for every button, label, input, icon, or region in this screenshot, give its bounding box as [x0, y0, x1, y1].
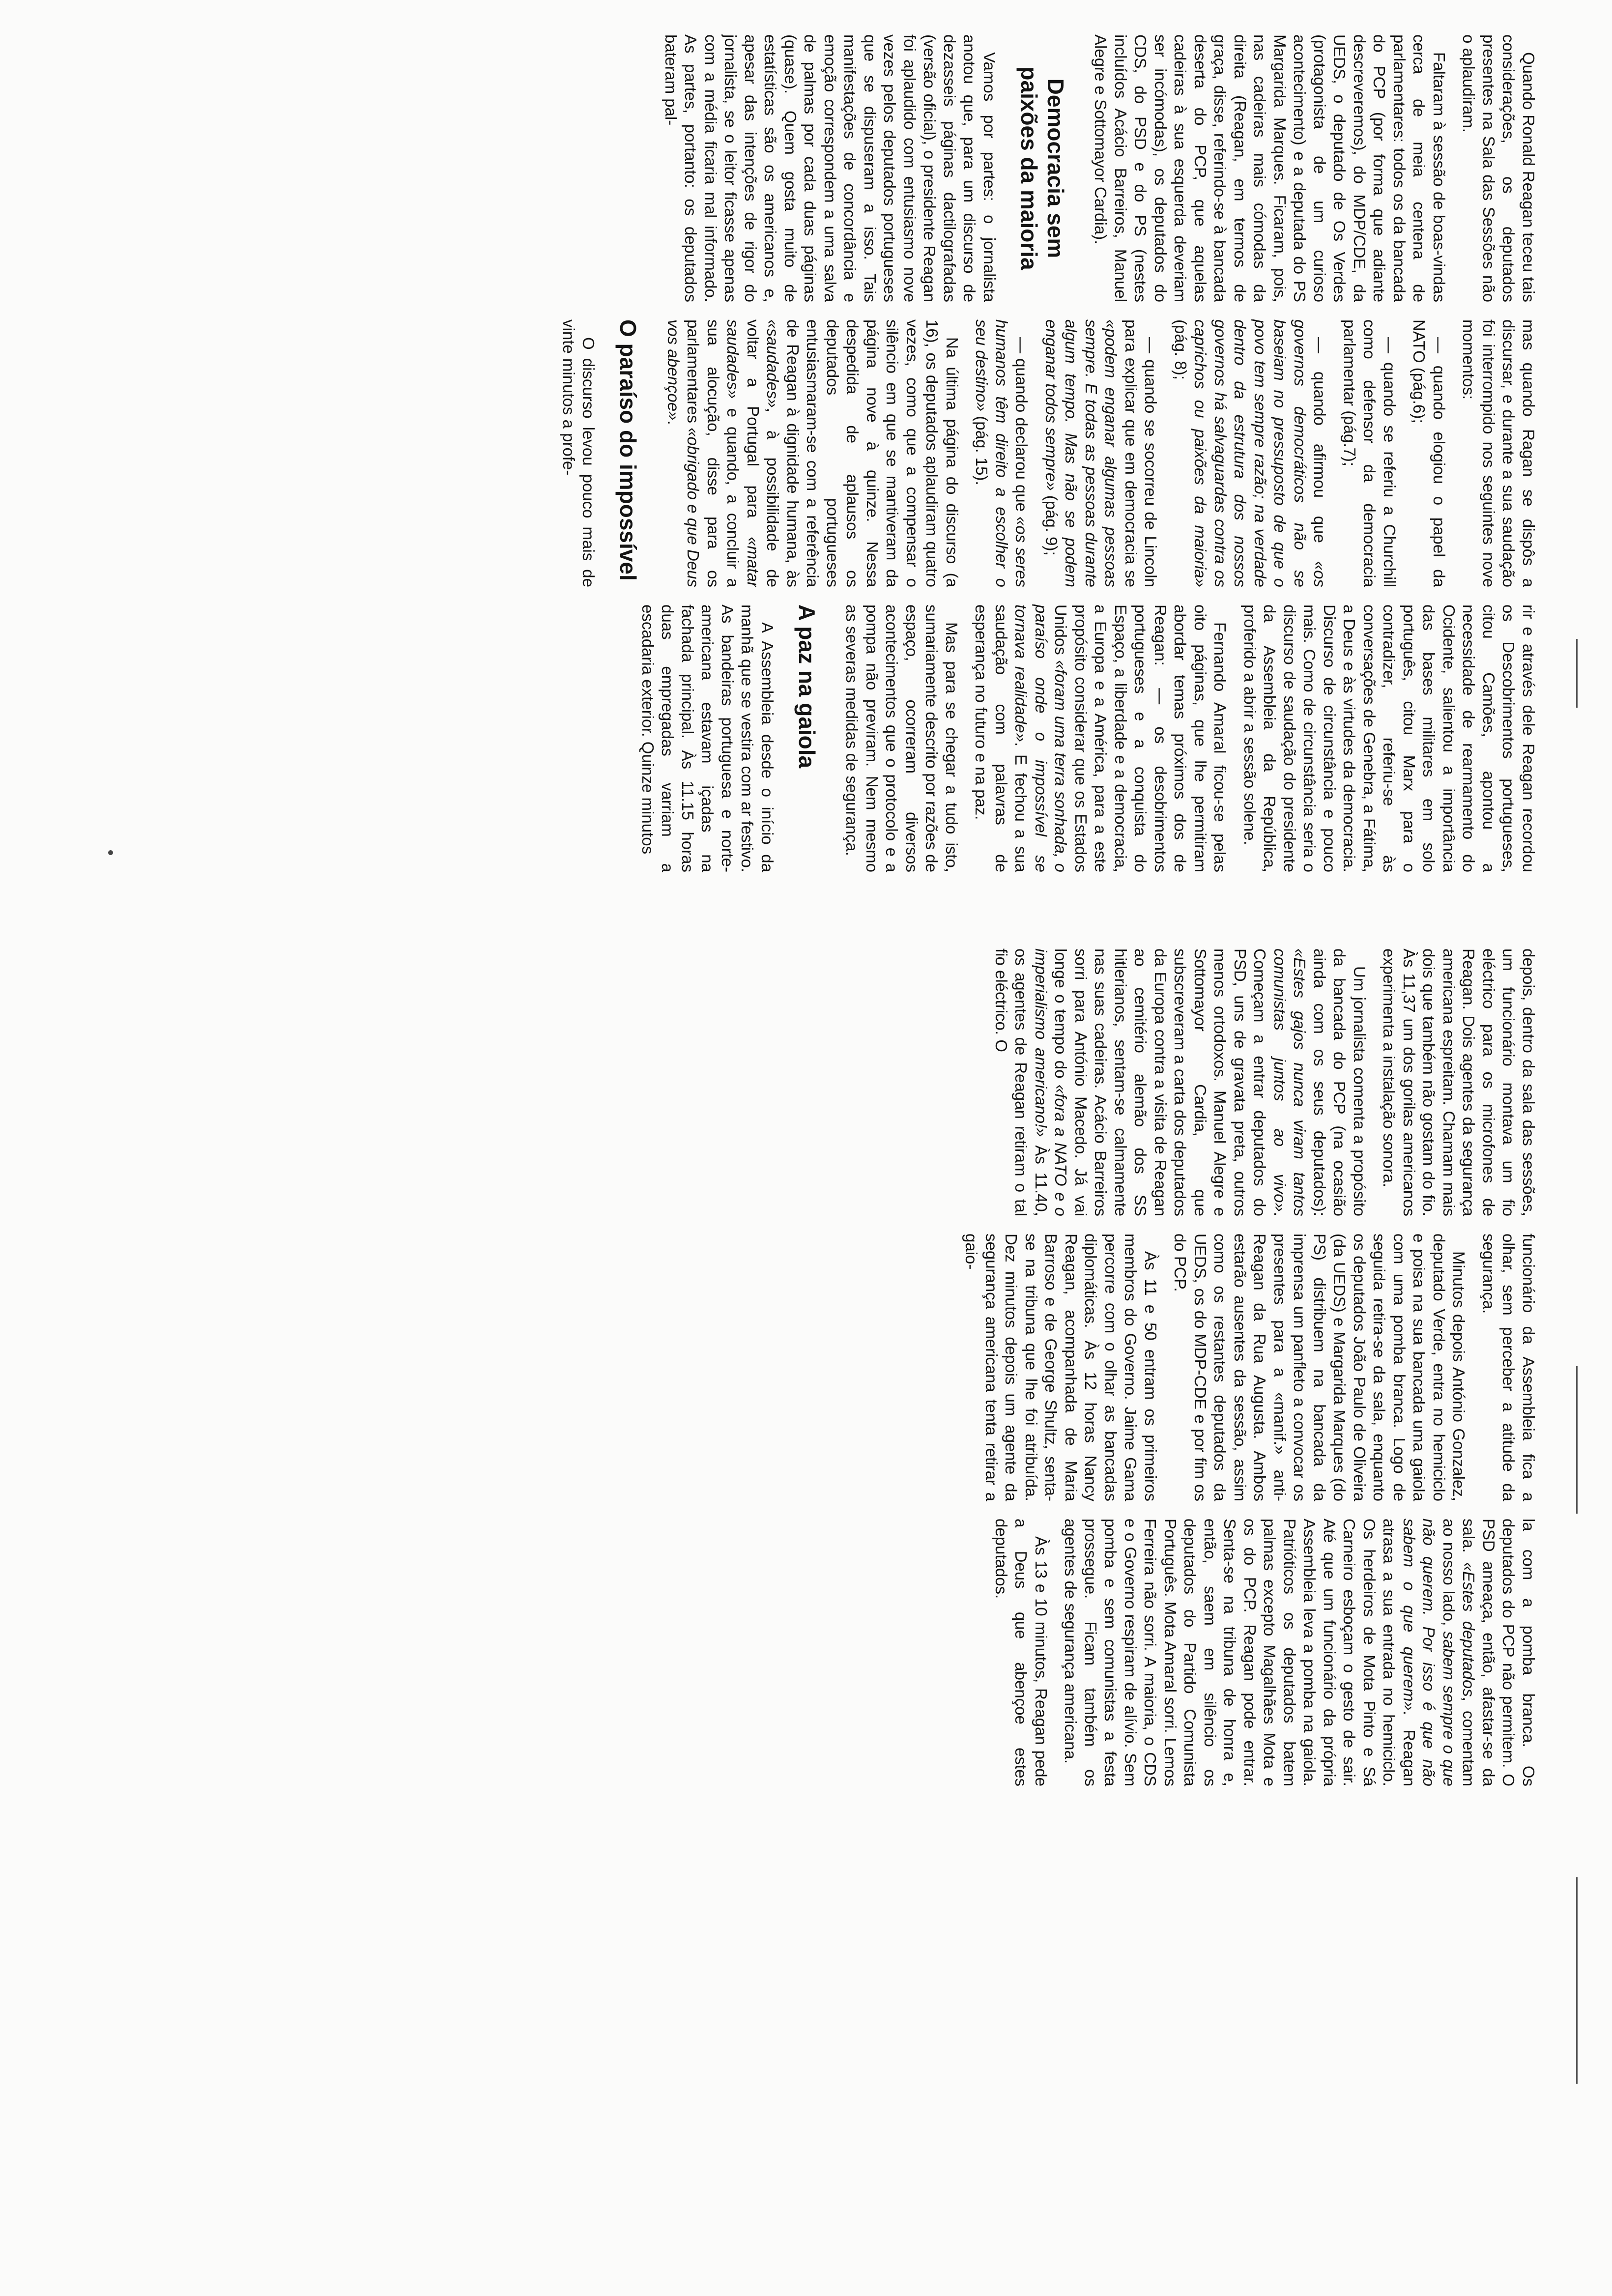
quote: «Estes gajos nunca viram tantos comunistas juntos ao vivo»	[1271, 948, 1309, 1216]
paragraph-with-quote	[663, 319, 962, 587]
paragraph-with-quote	[1061, 1519, 1538, 1786]
text-run: Fernando Amaral ficou-se pelas oito páginas, que lhe permitiram abordar temas próximos dos de Reagan: — os desobrimentos portugueses e a conquista do Espaço, a liberdade e a democracia, a Europa e a América, para a este propósito considerar que os Estados Unidos	[1052, 604, 1230, 872]
article-column-4	[34, 948, 1538, 1216]
article-column-3	[34, 604, 1538, 872]
text-run: . E fechou a sua saudação com palavras de esperança no futuro e na paz.	[972, 604, 1031, 872]
article-column-1	[34, 34, 1538, 302]
text-run: . Reagan atrasa a sua entrada no hemiciclo. Os herdeiros de Mota Pinto e Sá Carneiro esboçam o gesto de sair. Até que um funcionário da própria Assembleia leva a pomba na gaiola. Patrióticos os deputados batem palmas excepto Magalhães Mota e os do PCP. Reagan pode entrar. Senta-se na tribuna de honra e, então, saem em silêncio os deputados do Partido Comunista Português. Mota Amaral sorri. Lemos Ferreira não sorri. A maioria, o CDS e o Governo respiram de alívio. Sem pomba e sem comunistas a festa prossegue. Ficam também os agentes de segurança americana.	[1062, 1519, 1418, 1786]
paragraph: Vamos por partes: o jornalista anotou que, para um discurso de dezasseis páginas dactilografadas (versão oficial), o presidente Reagan foi aplaudido com entusiasmo nove vezes pelos deputados portugueses que se dispuseram a isso. Tais manifestações de concordância e emoção correspondem a uma salva de palmas por cada duas páginas (quase). Quem gosta muito de estatísticas são os americanos e, apesar das intenções de rigor do jornalista, se o leitor ficasse apenas com a média ficaria mal informado. As partes, portanto: os deputados bateram pal-	[662, 34, 999, 302]
top-rule-middle	[1576, 1366, 1578, 1514]
section-heading: A paz na gaiola	[794, 604, 820, 769]
article-column-6	[34, 1519, 1538, 1786]
text-run: (pág. 9);	[1042, 490, 1061, 556]
paragraph: funcionário da Assembleia fica a olhar, sem perceber a atitude da segurança.	[1480, 1234, 1538, 1501]
quote: «foram uma terra sonhada, o paraíso onde o impossível se tornava realidade»	[1012, 604, 1070, 872]
paragraph: Mas para se chegar a tudo isto, sumariamente descrito por razões de espaço, ocorreram diversos acontecimentos que o protocolo e a pompa não previram. Nem mesmo as severas medidas de segurança.	[843, 604, 961, 872]
text-run: — quando afirmou que	[1311, 337, 1329, 561]
text-run: .	[664, 420, 683, 425]
paragraph: depois, dentro da sala das sessões, um funcionário montava um fio eléctrico para os microfones de Reagan. Dois agentes da segurança americana espreitam. Chamam mais dois que também não gostam do fio. Às 11,37 um dos gorilas americanos experimenta a instalação sonora.	[1380, 948, 1538, 1216]
text-run: Na última página do discurso (a 16), os deputados aplaudiram quatro vezes, como que a compensar o silêncio em que se mantiveram da página nove à quinze. Nessa despedida de aplausos os deputados portugueses entusiasmaram-se com a referência de Reagan à dignidade humana, às	[784, 319, 961, 587]
section-heading: Democracia sem paixões da maioria	[1016, 66, 1068, 270]
paragraph: Às 11 e 50 entram os primeiros membros do Governo. Jaime Gama percorre com o olhar as bancadas diplomáticas. Às 12 horas Nancy Reagan, acompanhada de Maria Barroso e de George Shultz, senta-se na tribuna que lhe foi atribuída. Dez minutos depois um agente da segurança americana tenta retirar a gaio-	[962, 1234, 1160, 1501]
text-run: la com a pomba branca. Os deputados do PCP não permitem. O PSD ameaça, então, afastar-se da sala.	[1460, 1519, 1538, 1786]
paragraph-with-quote	[991, 948, 1370, 1216]
text-run: . Começam a entrar deputados do PSD, uns de gravata preta, outros menos ortodoxos. Manuel Alegre e Sottomayor Cardia, que subscreveram a carta dos deputados da Europa contra a visita de Reagan ao cemitério alemão dos SS hitlerianos, sentam-se calmamente nas suas cadeiras. Acácio Barreiros sorri para António Macedo. Já vai longe o tempo do	[1052, 948, 1289, 1216]
section-heading: O paraíso do impossível	[615, 319, 641, 581]
paragraph: A Assembleia desde o início da manhã que se vestira com ar festivo. As bandeiras portuguesa e norte-americana estavam içadas na fachada principal. Às 11.15 horas duas empregadas varriam a escadaria exterior. Quinze minutos	[639, 604, 777, 872]
quote: «saudades»	[764, 319, 782, 408]
quote: sabem sempre o que não querem. Por isso é que não sabem o que querem»	[1400, 1519, 1458, 1786]
paragraph: Quando Ronald Reagan teceu tais considerações, os deputados presentes na Sala das Sessões não o aplaudiram.	[1460, 34, 1538, 302]
quote: «obrigado e que Deus vos abençoe»	[664, 319, 703, 587]
quote: «os seres humanos têm direito a escolher o seu destino»	[973, 319, 1031, 587]
top-rule-right	[1576, 1877, 1578, 2084]
paragraph: — quando elogiou o papel da NATO (pág.6);	[1410, 319, 1448, 587]
paragraph: rir e através dele Reagan recordou os Descobrimentos portugueses, citou Camões, apontou a necessidade de rearmamento do Ocidente, salientou a importância das bases militares em solo português, citou Marx para o contradizer, referiu-se às conversações de Genebra, a Fátima, a Deus e às virtudes da democracia. Discurso de circunstância e pouco mais. Como de circunstância seria o discurso de saudação do presidente da Assembleia da República, proferido a abrir a sessão solene.	[1241, 604, 1538, 872]
paragraph-with-quote	[971, 604, 1230, 872]
paragraph: O discurso levou pouco mais de vinte minutos a profe-	[560, 319, 598, 587]
quote: «Estes deputados	[1460, 1562, 1478, 1697]
paragraph-with-quote	[1171, 319, 1330, 587]
paragraph-with-quote	[972, 319, 1032, 587]
text-run: , à possibilidade de voltar a Portugal para	[744, 319, 782, 587]
text-run: Um jornalista comenta a propósito da bancada do PCP (na ocasião ainda com os seus deputados):	[1311, 948, 1369, 1216]
article-column-5	[34, 1234, 1538, 1501]
text-run: — quando se socorreu de Lincoln para explicar que em democracia se	[1122, 319, 1160, 587]
text-run: Às 11.40, os agentes de Reagan retiram o tal fio eléctrico. O	[992, 948, 1050, 1216]
quote: «os governos democráticos não se baseiam no pressuposto de que o povo tem sempre razão; na verdade dentro da estrutura dos nossos governos há salvaguardas contra os caprichos ou paixões da maioria»	[1191, 319, 1329, 587]
text-run: , comentam ao nosso lado,	[1440, 1519, 1478, 1786]
text-run: (pág. 8);	[1172, 319, 1190, 380]
paragraph: Às 13 e 10 minutos, Reagan pede a Deus que abençoe estes deputados.	[992, 1519, 1050, 1786]
text-run: — quando declarou que	[1012, 337, 1031, 517]
paragraph: mas quando Ragan se dispôs a discursar, e durante a sua saudação foi interrompido nos seguintes nove momentos:	[1460, 319, 1538, 587]
paragraph: Minutos depois António Gonzalez, deputado Verde, entra no hemiciclo e poisa na sua bancada uma gaiola com uma pomba branca. Logo de seguida retira-se da sala, enquanto os deputados João Paulo de Oliveira (da UEDS) e Margarida Marques (do PS) distribuem na bancada da imprensa um panfleto a convocar os presentes para a «manif.» anti-Reagan da Rua Augusta. Ambos estarão ausentes da sessão, assim como os restantes deputados da UEDS, os do MDP-CDE e por fim os do PCP.	[1171, 1234, 1468, 1501]
quote: «podem enganar algumas pessoas sempre. E todas as pessoas durante algum tempo. Mas não se podem enganar todos sempre»	[1042, 319, 1121, 587]
top-rule-left	[1576, 639, 1578, 708]
paragraph: — quando se referiu a Churchill como defensor da democracia parlamentar (pág.7);	[1341, 319, 1399, 587]
quote: «fora a NATO e o imperialismo americano!»	[1032, 948, 1070, 1216]
article-column-2	[34, 319, 1538, 587]
paragraph: Faltaram à sessão de boas-vindas cerca de meia centena de parlamentares: todos os da bancada do PCP (por forma que adiante descreveremos), do MDP/CDE, da UEDS, o deputado de Os Verdes (protagonista de um curioso acontecimento) e a deputada do PS Margarida Marques. Ficaram, pois, nas cadeiras mais cómodas da direita (Reagan, em termos de graça, disse, referindo-se à bancada deserta do PCP, que aquelas cadeiras à sua esquerda deveriam ser incómodas), os deputados do CDS, do PSD e do PS (nestes incluídos Acácio Barreiros, Manuel Alegre e Sottomayor Cardia).	[1092, 34, 1448, 302]
text-run: e quando, a concluir a sua alocução, disse para os parlamentares	[684, 319, 743, 587]
paragraph-with-quote	[1041, 319, 1161, 587]
quote: «matar saudades»	[724, 319, 762, 587]
text-run: (pág. 15).	[973, 411, 991, 486]
